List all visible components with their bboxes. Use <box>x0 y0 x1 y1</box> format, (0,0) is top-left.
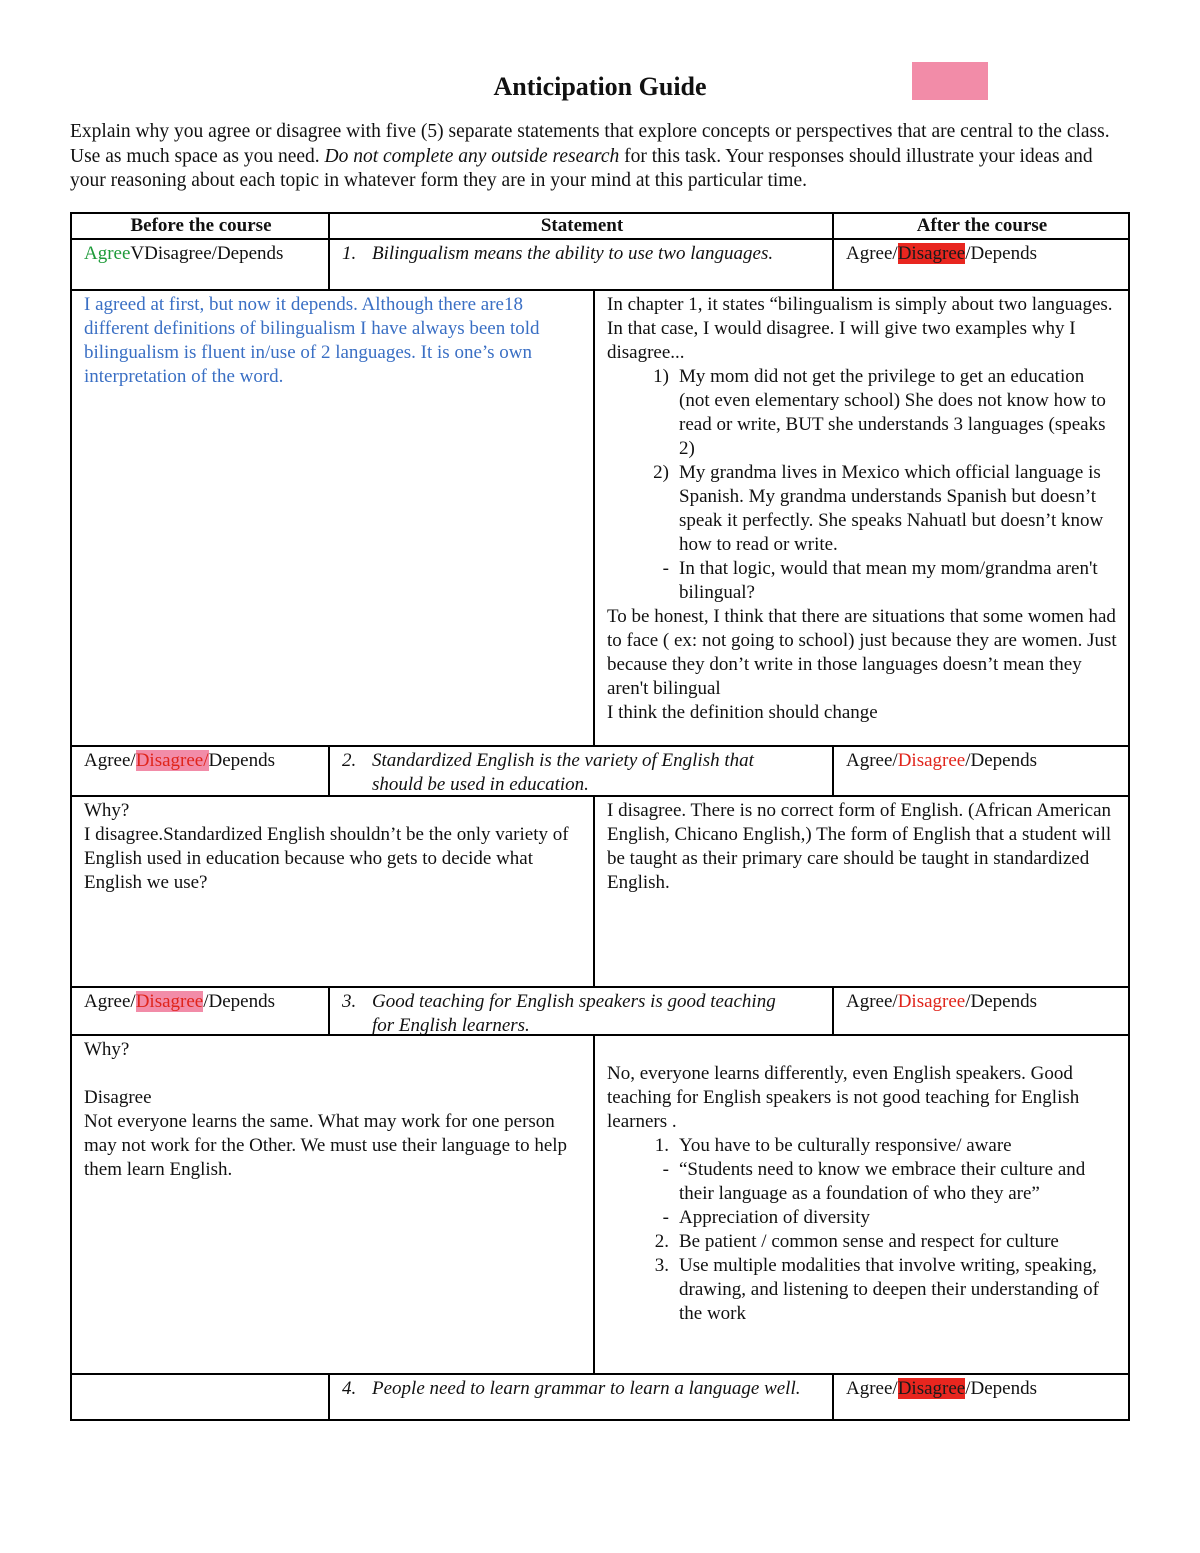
statement-1-before[interactable]: AgreeVDisagree/Depends <box>84 243 284 264</box>
statement-1: 1. Bilingualism means the ability to use two languages. <box>328 240 832 289</box>
statement-2-before[interactable]: Agree/Disagree/Depends <box>84 750 275 771</box>
list-item: 1) My mom did not get the privilege to get an education (not even elementary school) She does not know how to read or write, BUT she understands 3 languages (speaks 2) <box>653 366 1106 459</box>
list-item: 1. You have to be culturally responsive/ aware <box>654 1135 1012 1156</box>
statement-2-before-response[interactable]: Why? I disagree.Standardized English shouldn’t be the only variety of English used in education because who gets to decide what English we use? <box>84 800 569 893</box>
statement-2-response-row <box>72 795 1128 986</box>
statement-3: 3. Good teaching for English speakers is good teaching for English learners. <box>328 988 832 1034</box>
header-before: Before the course <box>130 215 272 236</box>
statement-1-response-row <box>72 289 1128 745</box>
statement-4-row <box>72 1373 1128 1421</box>
list-item: - “Students need to know we embrace their culture and their language as a foundation of who they are” <box>662 1159 1086 1204</box>
list-item: - Appreciation of diversity <box>662 1207 871 1228</box>
statement-3-response-row <box>72 1034 1128 1373</box>
statement-3-before-response[interactable]: Why? Disagree Not everyone learns the same. What may work for one person may not work for the Other. We must use their language to help them learn English. <box>84 1039 568 1180</box>
statement-1-row <box>72 238 1128 289</box>
statement-4: 4. People need to learn grammar to learn a language well. <box>328 1375 832 1421</box>
header-statement: Statement <box>328 214 832 238</box>
statement-3-after[interactable]: Agree/Disagree/Depends <box>832 988 1128 1034</box>
statement-3-row <box>72 986 1128 1034</box>
statement-3-after-response[interactable]: No, everyone learns differently, even English speakers. Good teaching for English speakers is not good teaching for English learners . 1. You have to be culturally responsive/ aware - “Students need to know we embrace their culture and their language as a foundation of who they are” - Appreciation of diversity 2. Be patient / common sense and respect for culture 3. Use multiple modalities that involve writing, speaking, drawing, and listening to deepen their understanding of the work <box>593 1036 1128 1373</box>
table-header-row <box>72 214 1128 238</box>
page-title: Anticipation Guide <box>493 72 707 101</box>
list-item: - In that logic, would that mean my mom/grandma aren't bilingual? <box>662 558 1098 603</box>
instructions-paragraph: Explain why you agree or disagree with five (5) separate statements that explore concepts or perspectives that are central to the class. Use as much space as you need. Do not complete any outside research for this task. Your responses should illustrate your ideas and your reasoning about each topic in whatever form they are in your mind at this particular time. <box>70 121 1110 191</box>
statement-4-before[interactable] <box>72 1375 328 1421</box>
statement-2: 2. Standardized English is the variety of English that should be used in education. <box>328 747 832 795</box>
statement-2-row <box>72 745 1128 795</box>
statement-2-after-response[interactable]: I disagree. There is no correct form of English. (African American English, Chicano English,) The form of English that a student will be taught as their primary care should be taught in standardized English. <box>593 797 1128 986</box>
statement-1-after[interactable]: Agree/Disagree/Depends <box>832 240 1128 289</box>
statement-1-before-response[interactable]: I agreed at first, but now it depends. Although there are18 different definitions of bilingualism I have always been told bilingualism is fluent in/use of 2 languages. It is one’s own interpretation of the word. <box>84 294 540 387</box>
statement-2-after[interactable]: Agree/Disagree/Depends <box>832 747 1128 795</box>
list-item: 3. Use multiple modalities that involve writing, speaking, drawing, and listening to deepen their understanding of the work <box>654 1255 1100 1324</box>
statement-3-before[interactable]: Agree/Disagree/Depends <box>84 991 275 1012</box>
list-item: 2) My grandma lives in Mexico which official language is Spanish. My grandma understands Spanish but doesn’t speak it perfectly. She speaks Nahuatl but doesn’t know how to read or write. <box>653 462 1104 555</box>
header-after: After the course <box>832 214 1128 238</box>
statement-4-after[interactable]: Agree/Disagree/Depends <box>832 1375 1128 1421</box>
list-item: 2. Be patient / common sense and respect for culture <box>654 1231 1059 1252</box>
statement-1-after-response[interactable]: In chapter 1, it states “bilingualism is simply about two languages. In that case, I would disagree. I will give two examples why I disagree... 1) My mom did not get the privilege to get an education (not even elementary school) She does not know how to read or write, BUT she understands 3 languages (speaks 2) 2) My grandma lives in Mexico which official language is Spanish. My grandma understands Spanish but doesn’t speak it perfectly. She speaks Nahuatl but doesn’t know how to read or write. - In that logic, would that mean my mom/grandma aren't bilingual? To be honest, I think that there are situations that some women had to face ( ex: not going to school) just because they are women. Just because they don’t write in those languages doesn’t mean they aren't bilingual I think the definition should change <box>593 291 1128 745</box>
anticipation-table <box>70 212 1130 1421</box>
